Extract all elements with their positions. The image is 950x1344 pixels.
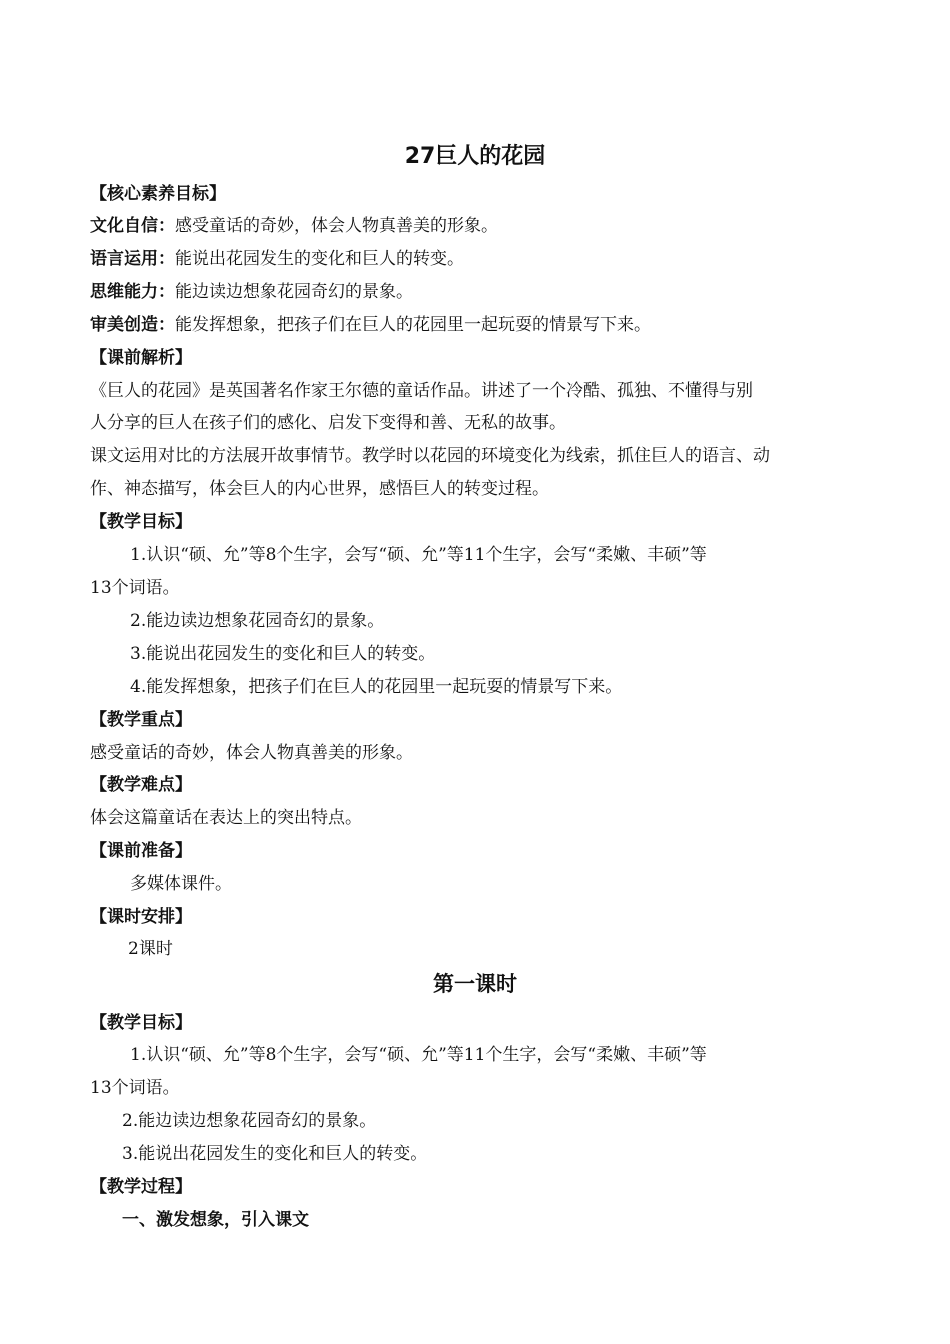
teaching-goal-item: 1.认识“硕、允”等8个生字，会写“硕、允”等11个生字，会写“柔嫩、丰硕”等 [130,545,707,565]
core-goal-thinking [90,280,865,304]
core-goals-heading: 【核心素养目标】 [90,184,226,204]
teaching-goal-item: 3.能说出花园发生的变化和巨人的转变。 [130,644,436,664]
process-step-1: 一、激发想象，引入课文 [122,1210,309,1230]
key-points-text: 感受童话的奇妙，体会人物真善美的形象。 [90,743,413,763]
lesson1-goal-item: 1.认识“硕、允”等8个生字，会写“硕、允”等11个生字，会写“柔嫩、丰硕”等 [130,1045,707,1065]
core-goal-label: 思维能力： [90,282,175,302]
analysis-line: 作、神态描写，体会巨人的内心世界，感悟巨人的转变过程。 [90,479,549,499]
lesson1-goal-item: 13个词语。 [90,1078,180,1098]
core-goal-label: 语言运用： [90,249,175,269]
core-goal-text: 能发挥想象，把孩子们在巨人的花园里一起玩耍的情景写下来。 [175,315,651,335]
core-goal-text: 能说出花园发生的变化和巨人的转变。 [175,249,464,269]
key-points-heading: 【教学重点】 [90,710,192,730]
core-goal-culture [90,214,865,238]
lesson1-goal-item: 3.能说出花园发生的变化和巨人的转变。 [122,1144,428,1164]
teaching-goals-heading: 【教学目标】 [90,512,192,532]
schedule-text: 2课时 [128,939,173,959]
teaching-goal-item: 2.能边读边想象花园奇幻的景象。 [130,611,385,631]
difficulties-text: 体会这篇童话在表达上的突出特点。 [90,808,362,828]
lesson1-goals-heading: 【教学目标】 [90,1013,192,1033]
core-goal-text: 能边读边想象花园奇幻的景象。 [175,282,413,302]
difficulties-heading: 【教学难点】 [90,775,192,795]
core-goal-label: 文化自信： [90,216,175,236]
analysis-line: 《巨人的花园》是英国著名作家王尔德的童话作品。讲述了一个冷酷、孤独、不懂得与别 [90,381,753,401]
schedule-heading: 【课时安排】 [90,907,192,927]
document-title: 27巨人的花园 [404,144,546,169]
preparation-heading: 【课前准备】 [90,841,192,861]
lesson1-title: 第一课时 [433,972,517,996]
analysis-line: 课文运用对比的方法展开故事情节。教学时以花园的环境变化为线索，抓住巨人的语言、动 [90,446,770,466]
core-goal-label: 审美创造： [90,315,175,335]
teaching-goal-item: 4.能发挥想象，把孩子们在巨人的花园里一起玩耍的情景写下来。 [130,677,623,697]
teaching-goal-item: 13个词语。 [90,578,180,598]
preparation-text: 多媒体课件。 [130,874,232,894]
core-goal-text: 感受童话的奇妙，体会人物真善美的形象。 [175,216,498,236]
core-goal-language [90,247,865,271]
core-goal-aesthetic [90,313,865,337]
lesson1-goal-item: 2.能边读边想象花园奇幻的景象。 [122,1111,377,1131]
analysis-line: 人分享的巨人在孩子们的感化、启发下变得和善、无私的故事。 [90,413,566,433]
analysis-heading: 【课前解析】 [90,348,192,368]
process-heading: 【教学过程】 [90,1177,192,1197]
